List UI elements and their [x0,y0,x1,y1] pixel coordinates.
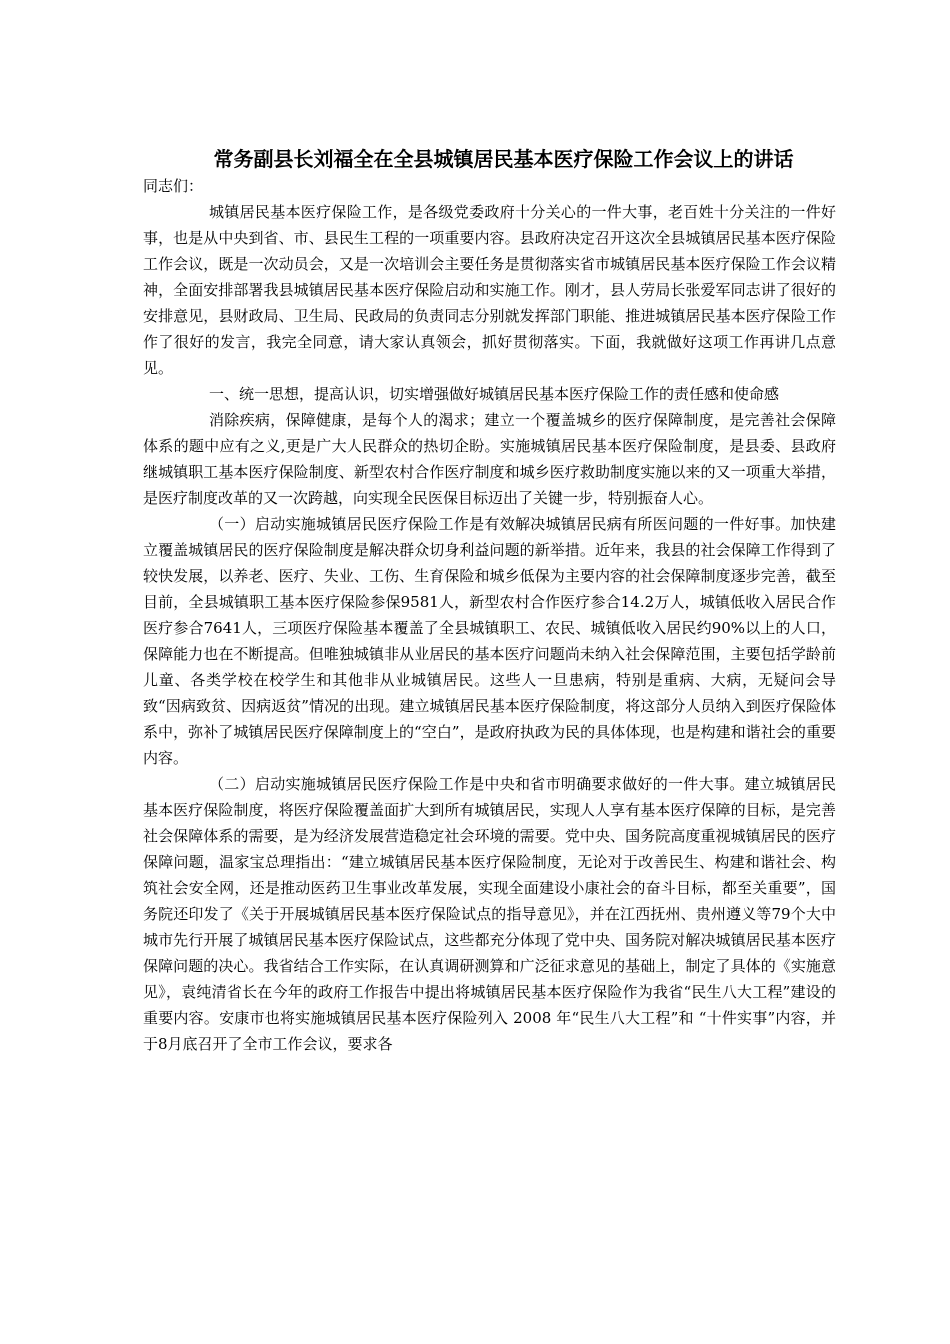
paragraph-intro: 城镇居民基本医疗保险工作，是各级党委政府十分关心的一件大事，老百姓十分关注的一件好事，也是从中央到省、市、县民生工程的一项重要内容。县政府决定召开这次全县城镇居民基本医疗保险工作会议，既是一次动员会，又是一次培训会主要任务是贯彻落实省市城镇居民基本医疗保险工作会议精神，全面安排部署我县城镇居民基本医疗保险启动和实施工作。刚才，县人劳局长张爱军同志讲了很好的安排意见，县财政局、卫生局、民政局的负责同志分别就发挥部门职能、推进城镇居民基本医疗保险工作作了很好的发言，我完全同意，请大家认真领会，抓好贯彻落实。下面，我就做好这项工作再讲几点意见。 [143,203,836,377]
paragraph-subsection-1: （一）启动实施城镇居民医疗保险工作是有效解决城镇居民病有所医问题的一件好事。加快建立覆盖城镇居民的医疗保险制度是解决群众切身利益问题的新举措。近年来，我县的社会保障工作得到了较快发展，以养老、医疗、失业、工伤、生育保险和城乡低保为主要内容的社会保障制度逐步完善，截至目前，全县城镇职工基本医疗保险参保9581人，新型农村合作医疗参合14.2万人，城镇低收入居民合作医疗参合7641人，三项医疗保险基本覆盖了全县城镇职工、农民、城镇低收入居民约90%以上的人口，保障能力也在不断提高。但唯独城镇非从业居民的基本医疗问题尚未纳入社会保障范围，主要包括学龄前儿童、各类学校在校学生和其他非从业城镇居民。这些人一旦患病，特别是重病、大病，无疑问会导致“因病致贫、因病返贫”情况的出现。建立城镇居民基本医疗保险制度，将这部分人员纳入到医疗保险体系中，弥补了城镇居民医疗保障制度上的“空白”，是政府执政为民的具体体现，也是构建和谐社会的重要内容。 [143,515,836,767]
paragraph-section-1: 消除疾病，保障健康，是每个人的渴求；建立一个覆盖城乡的医疗保障制度，是完善社会保障体系的题中应有之义,更是广大人民群众的热切企盼。实施城镇居民基本医疗保险制度，是县委、县政府继城镇职工基本医疗保险制度、新型农村合作医疗制度和城乡医疗救助制度实施以来的又一项重大举措，是医疗制度改革的又一次跨越，向实现全民医保目标迈出了关键一步，特别振奋人心。 [143,411,836,507]
salutation: 同志们： [143,177,204,195]
section-heading-1: 一、统一思想，提高认识，切实增强做好城镇居民基本医疗保险工作的责任感和使命感 [209,385,780,403]
document-page [143,146,836,1057]
paragraph-subsection-2: （二）启动实施城镇居民医疗保险工作是中央和省市明确要求做好的一件大事。建立城镇居民基本医疗保险制度，将医疗保险覆盖面扩大到所有城镇居民，实现人人享有基本医疗保障的目标，是完善社会保障体系的需要，是为经济发展营造稳定社会环境的需要。党中央、国务院高度重视城镇居民的医疗保障问题，温家宝总理指出：“建立城镇居民基本医疗保险制度，无论对于改善民生、构建和谐社会、构筑社会安全网，还是推动医药卫生事业改革发展，实现全面建设小康社会的奋斗目标，都至关重要”，国务院还印发了《关于开展城镇居民基本医疗保险试点的指导意见》，并在江西抚州、贵州遵义等79个大中城市先行开展了城镇居民基本医疗保险试点，这些都充分体现了党中央、国务院对解决城镇居民基本医疗保障问题的决心。我省结合工作实际，在认真调研测算和广泛征求意见的基础上，制定了具体的《实施意见》，袁纯清省长在今年的政府工作报告中提出将城镇居民基本医疗保险作为我省“民生八大工程”建设的重要内容。安康市也将实施城镇居民基本医疗保险列入 2008 年“民生八大工程”和 “十件实事”内容，并于8月底召开了全市工作会议，要求各 [143,775,836,1053]
document-title: 常务副县长刘福全在全县城镇居民基本医疗保险工作会议上的讲话 [213,147,794,171]
